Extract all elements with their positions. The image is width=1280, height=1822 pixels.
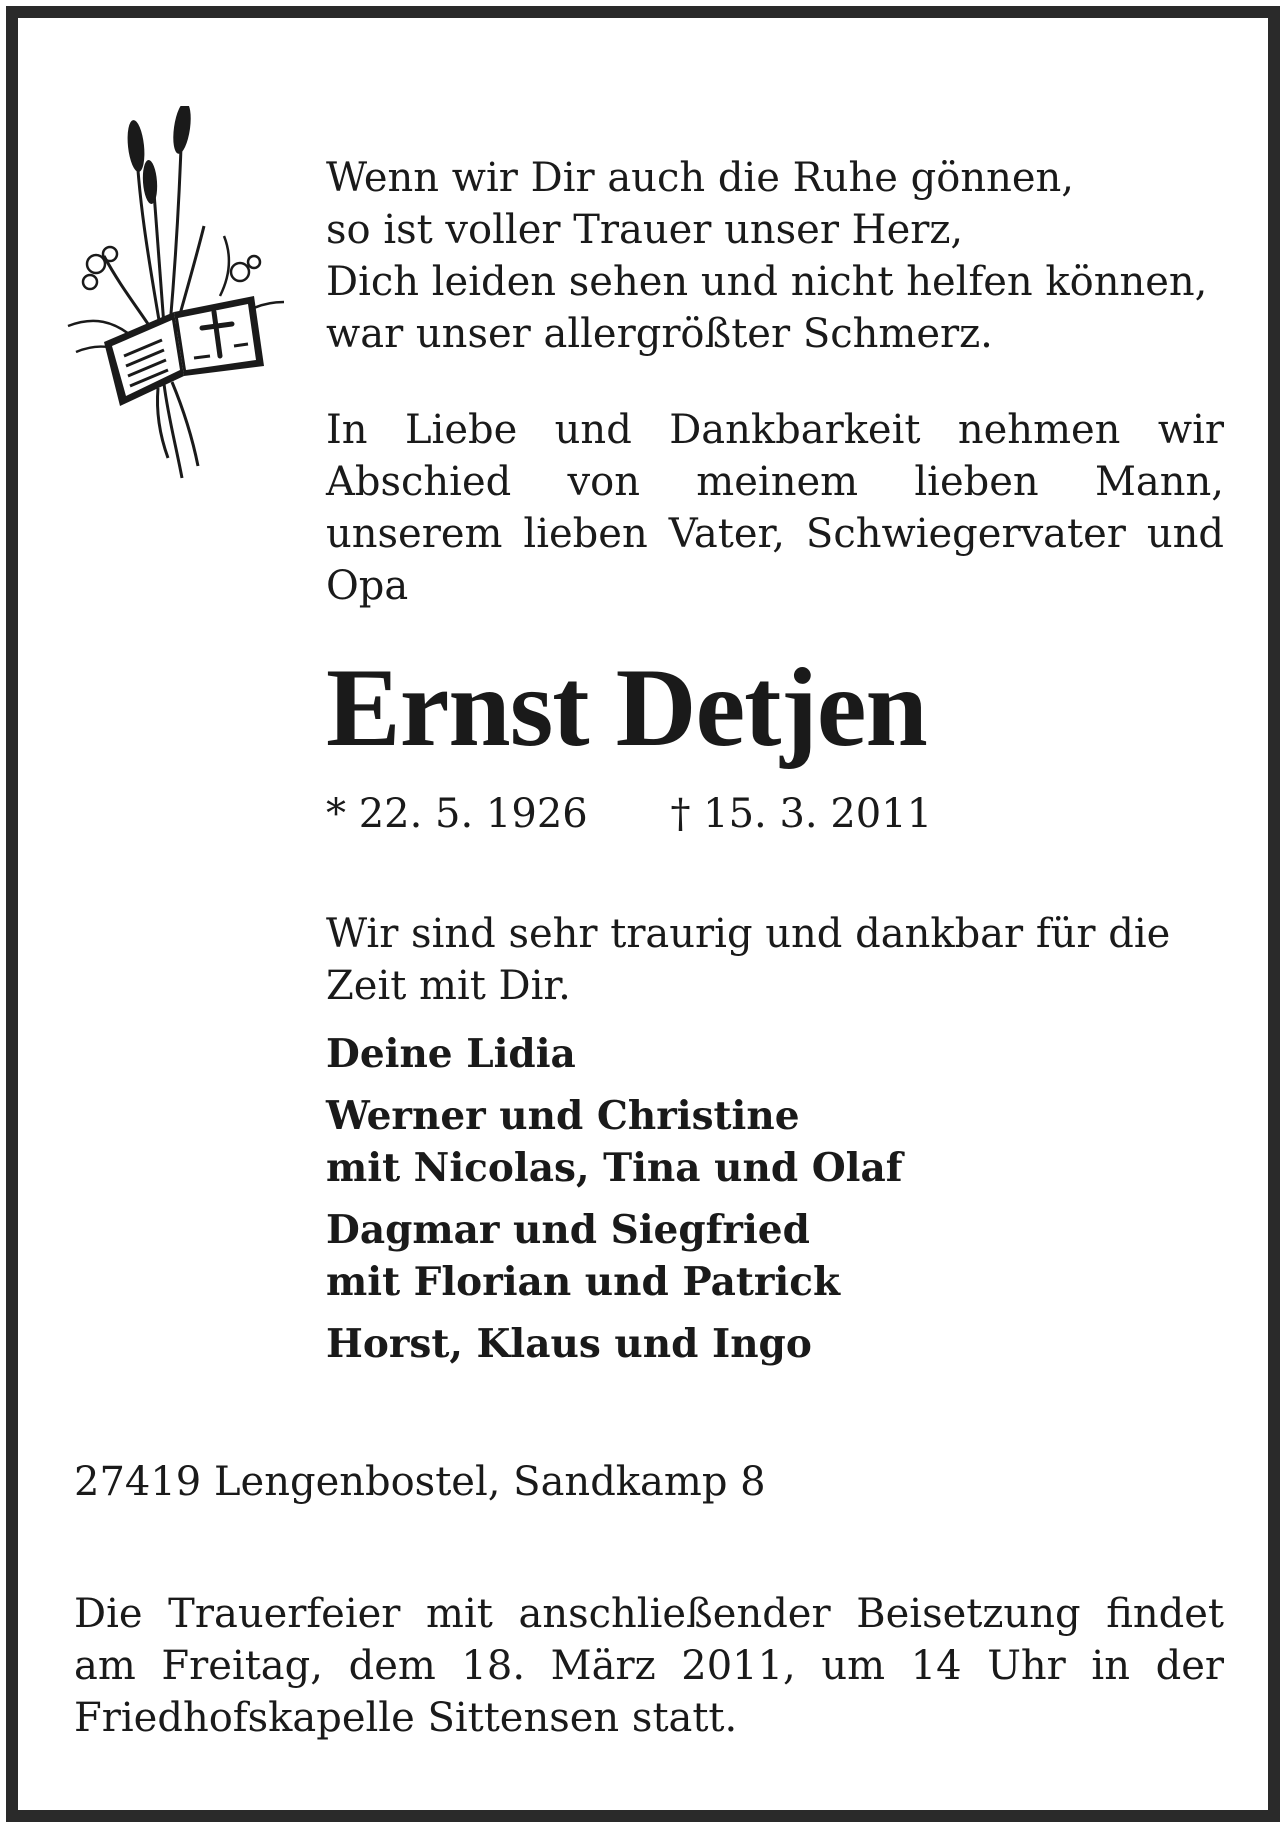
family-line: Horst, Klaus und Ingo xyxy=(326,1321,812,1367)
family-line: mit Nicolas, Tina und Olaf xyxy=(326,1145,903,1191)
family-group xyxy=(326,1090,1224,1194)
family-line: Deine Lidia xyxy=(326,1031,576,1077)
verse xyxy=(326,152,1224,360)
family-group xyxy=(326,1028,1224,1080)
family-line: Werner und Christine xyxy=(326,1093,800,1139)
birth-date: * 22. 5. 1926 xyxy=(326,791,588,837)
obituary-notice xyxy=(6,6,1280,1822)
funeral-service-info: Die Trauerfeier mit anschließender Beisetzung findet am Freitag, dem 18. März 2011, um 14 Uhr in der Friedhofskapelle Sittensen statt. xyxy=(74,1591,1224,1741)
family-signatures xyxy=(326,1028,1224,1380)
family-group xyxy=(326,1204,1224,1308)
address: 27419 Lengenbostel, Sandkamp 8 xyxy=(74,1459,766,1505)
family-line: mit Florian und Patrick xyxy=(326,1259,841,1305)
bible-wheat-cross-icon xyxy=(64,106,289,486)
farewell-intro: In Liebe und Dankbarkeit nehmen wir Abschied von meinem lieben Mann, unserem lieben Vater, Schwiegervater und Opa xyxy=(326,407,1224,609)
family-line: Dagmar und Siegfried xyxy=(326,1207,810,1253)
verse-line: so ist voller Trauer unser Herz, xyxy=(326,207,964,253)
thanks-text: Wir sind sehr traurig und dankbar für die Zeit mit Dir. xyxy=(326,911,1171,1009)
life-dates xyxy=(326,788,1224,840)
verse-line: Wenn wir Dir auch die Ruhe gönnen, xyxy=(326,155,1074,201)
family-group xyxy=(326,1318,1224,1370)
deceased-name: Ernst Detjen xyxy=(326,646,927,770)
verse-line: war unser allergrößter Schmerz. xyxy=(326,311,993,357)
death-date: † 15. 3. 2011 xyxy=(670,791,933,837)
verse-line: Dich leiden sehen und nicht helfen können, xyxy=(326,259,1208,305)
